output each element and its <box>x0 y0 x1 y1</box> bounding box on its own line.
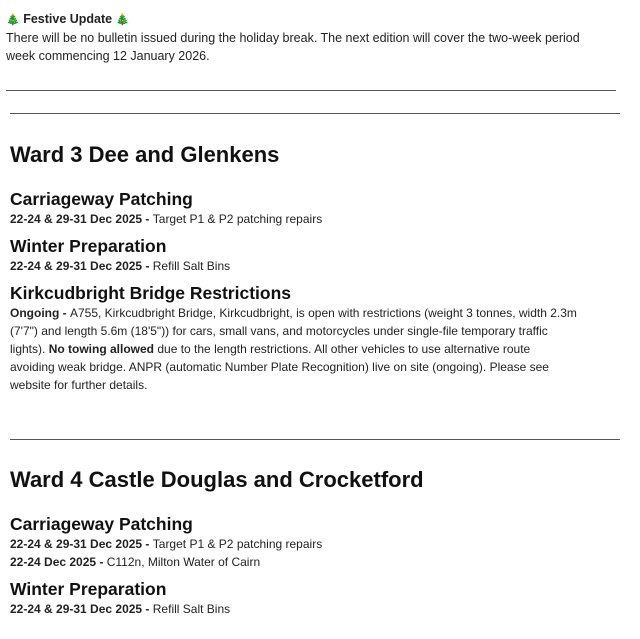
restriction-text: A755, Kirkcudbright Bridge, Kirkcudbright, is open with restrictions (weight 3 tonnes, width 2.3m <box>69 306 577 320</box>
work-date: 22-24 & 29-31 Dec 2025 - <box>10 259 153 273</box>
ward-3-title: Ward 3 Dee and Glenkens <box>10 142 280 167</box>
divider <box>6 90 616 91</box>
ward-4-winter <box>10 578 625 618</box>
tree-icon: 🎄 <box>6 14 20 26</box>
divider <box>10 113 620 114</box>
work-item <box>10 535 625 553</box>
festive-notice <box>6 10 616 65</box>
work-item <box>10 600 625 618</box>
section-heading: Winter Preparation <box>10 579 167 599</box>
work-date: 22-24 & 29-31 Dec 2025 - <box>10 537 153 551</box>
ward-3-winter <box>10 235 625 275</box>
section-heading: Winter Preparation <box>10 236 167 256</box>
work-item <box>10 210 625 228</box>
restriction-line: avoiding weak bridge. ANPR (automatic Number Plate Recognition) live on site (ongoing). Please see <box>10 360 549 374</box>
work-item <box>10 257 625 275</box>
notice-text-line: week commencing 12 January 2026. <box>6 49 210 63</box>
work-date: 22-24 Dec 2025 - <box>10 555 107 569</box>
work-description: Target P1 & P2 patching repairs <box>152 212 323 226</box>
tree-icon: 🎄 <box>115 14 130 26</box>
section-heading: Kirkcudbright Bridge Restrictions <box>10 283 292 303</box>
work-description: Refill Salt Bins <box>152 259 231 273</box>
section-heading: Carriageway Patching <box>10 514 193 534</box>
divider <box>10 439 620 440</box>
work-item <box>10 553 625 571</box>
work-description: Target P1 & P2 patching repairs <box>152 537 323 551</box>
restriction-text: due to the length restrictions. All other vehicles to use alternative route <box>154 342 531 356</box>
restriction-line <box>10 340 625 358</box>
ward-4-section <box>10 466 625 618</box>
work-description: Refill Salt Bins <box>152 602 231 616</box>
ward-4-title: Ward 4 Castle Douglas and Crocketford <box>10 467 424 492</box>
notice-heading <box>6 10 616 29</box>
restriction-line <box>10 304 625 322</box>
ward-3-patching <box>10 188 625 228</box>
work-date: 22-24 & 29-31 Dec 2025 - <box>10 602 153 616</box>
restriction-line: (7'7") and length 5.6m (18'5")) for cars, small vans, and motorcycles under single-file temporary traffic <box>10 324 548 338</box>
ward-3-bridge <box>10 282 625 394</box>
towing-warning: No towing allowed <box>48 342 155 356</box>
status-label: Ongoing - <box>10 306 70 320</box>
notice-text-line: There will be no bulletin issued during the holiday break. The next edition will cover the two-week period <box>6 31 580 45</box>
work-date: 22-24 & 29-31 Dec 2025 - <box>10 212 153 226</box>
section-heading: Carriageway Patching <box>10 189 193 209</box>
work-description: C112n, Milton Water of Cairn <box>106 555 261 569</box>
notice-title: Festive Update <box>23 12 113 26</box>
restriction-text: lights). <box>10 342 49 356</box>
restriction-line: website for further details. <box>10 378 148 392</box>
ward-3-section <box>10 141 625 394</box>
ward-4-patching <box>10 513 625 571</box>
